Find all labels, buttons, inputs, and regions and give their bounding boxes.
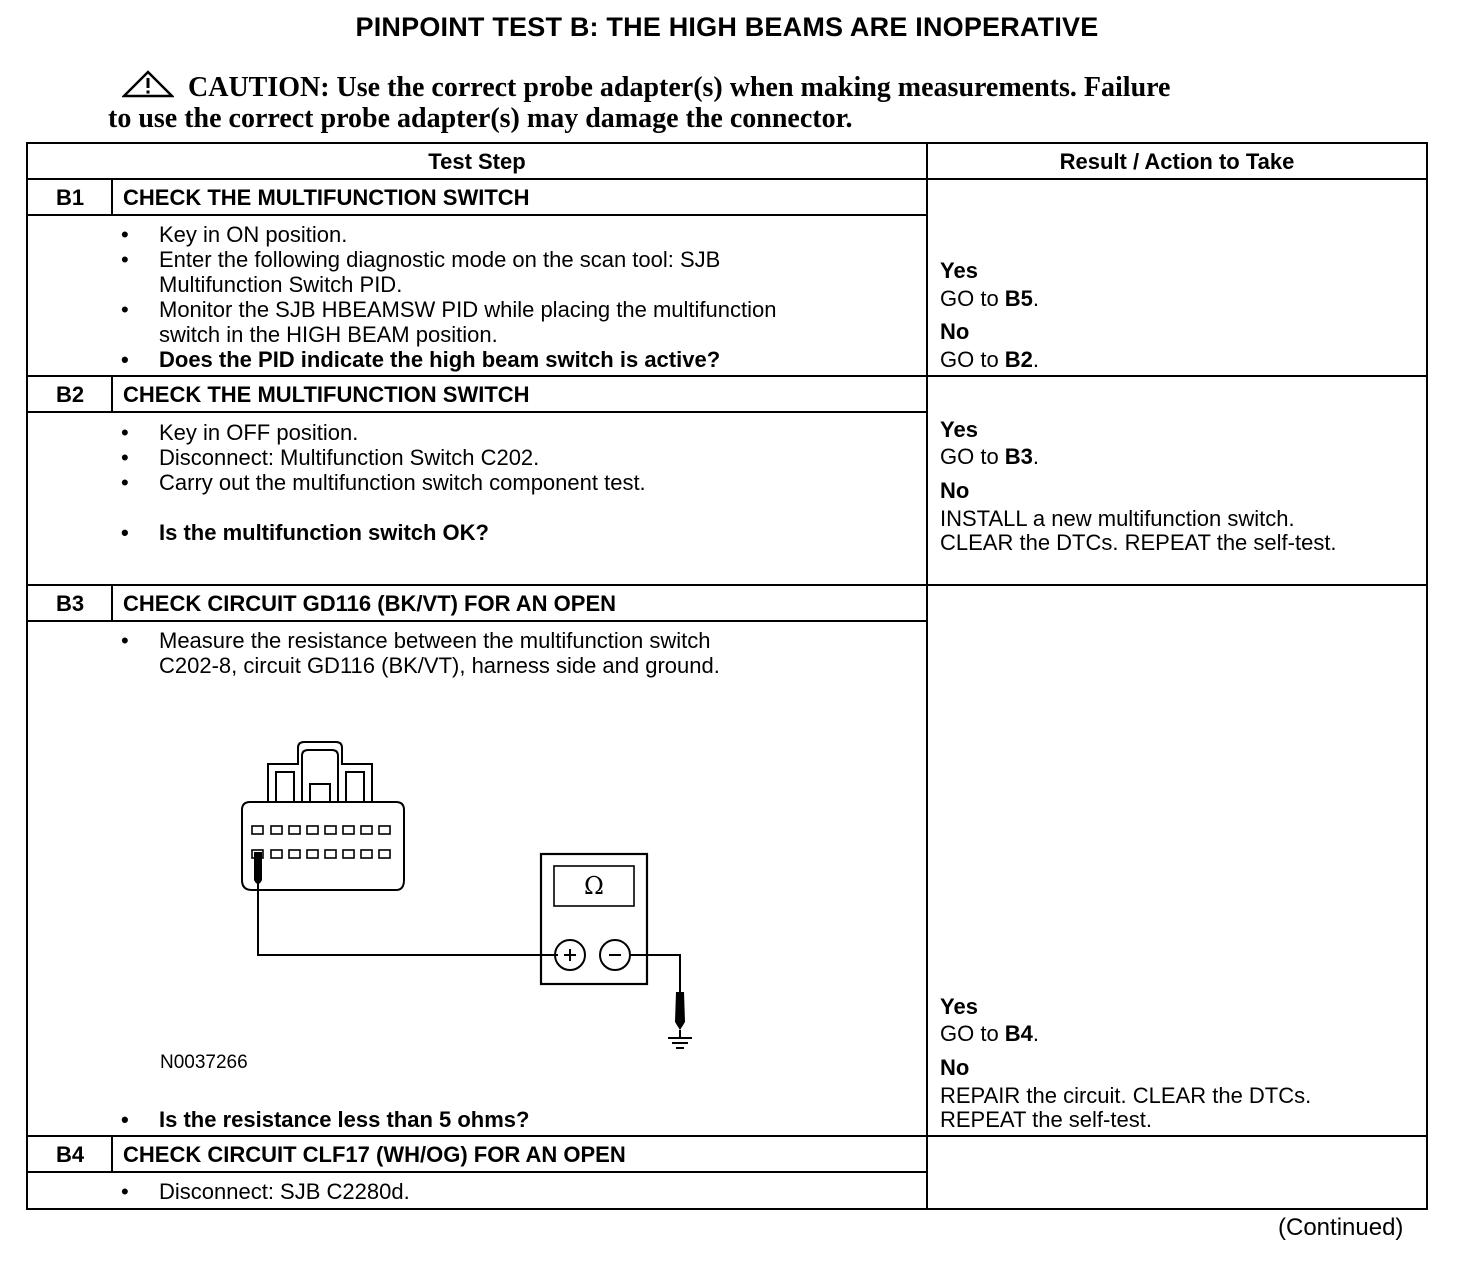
ground-icon [668,1038,692,1048]
pinpoint-test-table: Test Step Result / Action to Take B1 CHECK THE MULTIFUNCTION SWITCH • Key in ON position. • Enter the following diagnostic mode on the scan tool: SJB Multifunction Switch PID. • Monitor the SJB HBEAMSW PID while placing the multifunction switch in the HIGH BEAM position. • Does the PID indicate the high beam switch is active? Yes GO to B5. No GO to B2. B2 CHECK THE MULTIFUNCTION SWITCH • Key in OFF position. • Disconnect: Multifunction Switch C202. • Carry out the multifunction switch component test. • Is the multifunction switch OK? Yes GO to B3. No INSTALL a new multifunction switch. CLEAR the DTCs. REPEAT the self-test. B3 CHECK CIRCUIT GD116 (BK/VT) FOR AN OPEN • Measure the resistance between the multifunction switch C202-8, circuit GD116 (BK/VT), harness side and ground. • Is the resistance less than 5 ohms? Yes GO to B4. No REPAIR the circuit. CLEAR the DTCs. REPEAT the self-test. B4 CHECK CIRCUIT CLF17 (WH/OG) FOR AN OPEN • Disconnect: SJB C2280d. [26,142,1428,1210]
caution-line-2: to use the correct probe adapter(s) may damage the connector. [108,103,853,134]
step-title-b1: CHECK THE MULTIFUNCTION SWITCH [123,185,530,210]
step-id-b3: B3 [55,591,85,616]
continued-label: (Continued) [1278,1214,1404,1241]
header-test-step: Test Step [428,149,526,174]
result-yes-label: Yes [940,417,978,442]
ground-probe [675,992,685,1030]
caution-note [108,70,1348,134]
page-title: PINPOINT TEST B: THE HIGH BEAMS ARE INOPERATIVE [355,12,1099,42]
result-no-action-line-2: CLEAR the DTCs. REPEAT the self-test. [940,530,1337,555]
result-no-label: No [940,1055,970,1080]
step-title-b4: CHECK CIRCUIT CLF17 (WH/OG) FOR AN OPEN [123,1142,626,1167]
result-no-label: No [940,319,970,344]
step-id-b2: B2 [55,382,85,407]
step-id-b4: B4 [55,1142,85,1167]
caution-line-1: CAUTION: Use the correct probe adapter(s) when making measurements. Failure [188,72,1171,103]
result-yes-action: GO to B4. [940,1021,1040,1046]
connector-pins [252,826,390,858]
ohm-symbol-icon: Ω [584,872,604,900]
step-title-b2: CHECK THE MULTIFUNCTION SWITCH [123,382,530,407]
result-no-action-line-1: REPAIR the circuit. CLEAR the DTCs. [940,1083,1312,1108]
result-yes-label: Yes [940,258,978,283]
connector-body [242,802,404,890]
test-lead [258,880,558,955]
result-yes-action: GO to B5. [940,286,1040,311]
header-result: Result / Action to Take [1059,149,1295,174]
result-no-action: GO to B2. [940,347,1040,372]
step-id-b1: B1 [55,185,85,210]
probe [254,852,262,884]
figure-code: N0037266 [160,1052,248,1073]
step-title-b3: CHECK CIRCUIT GD116 (BK/VT) FOR AN OPEN [123,591,617,616]
result-no-action-line-1: INSTALL a new multifunction switch. [940,506,1295,531]
warning-triangle-icon [122,70,174,98]
result-no-action-line-2: REPEAT the self-test. [940,1107,1152,1132]
result-yes-action: GO to B3. [940,444,1040,469]
result-yes-label: Yes [940,994,978,1019]
connector-ohmmeter-diagram [236,740,716,1060]
result-no-label: No [940,478,970,503]
